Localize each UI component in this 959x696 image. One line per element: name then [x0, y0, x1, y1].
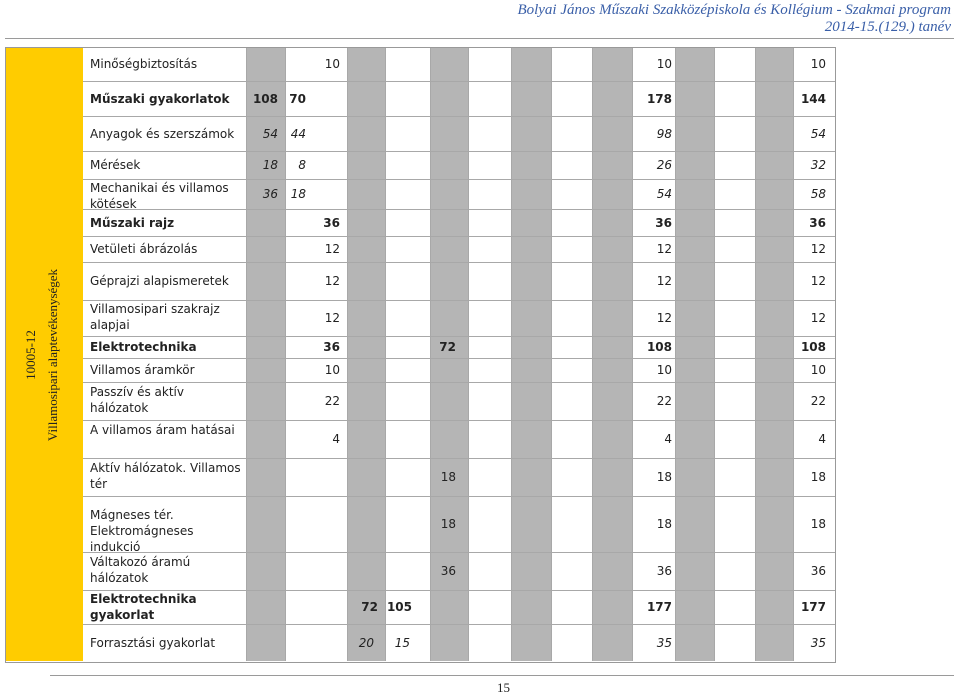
- cell-c3: 12: [324, 274, 340, 288]
- table-frame: [5, 47, 836, 663]
- row-label: Villamos áramkör: [90, 363, 195, 377]
- cell-c6: 178: [646, 91, 672, 106]
- cell-c4: 105: [386, 600, 412, 614]
- row-label: Géprajzi alapismeretek: [90, 274, 229, 288]
- cell-c7: 177: [800, 600, 826, 614]
- row-label: A villamos áram hatásai: [90, 423, 235, 437]
- cell-c6: 108: [646, 340, 672, 354]
- cell-c7: 36: [810, 564, 826, 578]
- row-label: Mágneses tér. Elektromágneses indukció: [90, 508, 194, 554]
- cell-c3: 20: [358, 635, 374, 650]
- row-label: Villamosipari szakrajz alapjai: [90, 302, 220, 332]
- cell-c4: 15: [394, 635, 410, 650]
- cell-c6: 36: [656, 564, 672, 578]
- cell-c6: 98: [656, 126, 672, 141]
- row-label: Aktív hálózatok. Villamos tér: [90, 461, 241, 491]
- row-label: Passzív és aktív hálózatok: [90, 385, 184, 415]
- module-code: 10005-12: [23, 330, 38, 380]
- cell-c1: 108: [252, 91, 278, 106]
- row-label: Anyagok és szerszámok: [90, 126, 235, 141]
- cell-c6: 36: [655, 215, 672, 230]
- cell-c7: 54: [810, 126, 826, 141]
- module-title: Villamosipari alaptevékenységek: [45, 268, 60, 442]
- cell-c6: 54: [656, 187, 672, 201]
- cell-c4: 72: [439, 340, 456, 354]
- row-label: Műszaki gyakorlatok: [90, 91, 230, 106]
- cell-c7: 22: [810, 394, 826, 408]
- cell-c6: 18: [656, 517, 672, 531]
- cell-c3: 4: [332, 432, 340, 446]
- cell-c3: 36: [323, 340, 340, 354]
- cell-c7: 144: [800, 91, 826, 106]
- header-divider: [5, 38, 954, 39]
- cell-c7: 12: [810, 242, 826, 256]
- cell-c6: 10: [656, 57, 672, 71]
- cell-c7: 4: [818, 432, 826, 446]
- cell-c7: 32: [810, 158, 826, 172]
- row-label: Minőségbiztosítás: [90, 57, 198, 71]
- cell-c7: 10: [810, 57, 826, 71]
- cell-c6: 26: [656, 158, 672, 172]
- cell-c3: 12: [324, 242, 340, 256]
- cell-c7: 10: [810, 363, 826, 377]
- cell-c7: 12: [810, 311, 826, 325]
- row-label: Elektrotechnika: [90, 340, 197, 354]
- cell-c7: 36: [809, 215, 826, 230]
- page-number: 15: [497, 680, 510, 695]
- row-label: Műszaki rajz: [90, 215, 175, 230]
- cell-c6: 4: [664, 432, 672, 446]
- cell-c7: 108: [800, 340, 826, 354]
- cell-c3: 36: [323, 215, 340, 230]
- cell-c7: 35: [810, 635, 826, 650]
- cell-c3: 10: [324, 363, 340, 377]
- cell-c7: 18: [810, 517, 826, 531]
- cell-c6: 12: [656, 274, 672, 288]
- cell-c2: 8: [298, 158, 306, 172]
- row-label: Váltakozó áramú hálózatok: [90, 555, 191, 585]
- cell-c6: 12: [656, 242, 672, 256]
- footer-divider: [50, 675, 954, 676]
- cell-c2: 70: [289, 91, 306, 106]
- cell-c4: 18: [440, 470, 456, 484]
- document-header-year: 2014-15.(129.) tanév: [824, 19, 951, 35]
- cell-c7: 58: [810, 187, 826, 201]
- cell-c1: 54: [262, 126, 278, 141]
- cell-c6: 35: [656, 635, 672, 650]
- cell-c3: 10: [324, 57, 340, 71]
- cell-c1: 36: [262, 187, 278, 201]
- cell-c7: 18: [810, 470, 826, 484]
- cell-c2: 44: [290, 126, 306, 141]
- cell-c1: 18: [262, 158, 278, 172]
- cell-c3: 72: [361, 600, 378, 614]
- cell-c6: 12: [656, 311, 672, 325]
- cell-c6: 22: [656, 394, 672, 408]
- cell-c3: 22: [324, 394, 340, 408]
- cell-c6: 18: [656, 470, 672, 484]
- cell-c6: 10: [656, 363, 672, 377]
- cell-c6: 177: [646, 600, 672, 614]
- cell-c4: 18: [440, 517, 456, 531]
- cell-c4: 36: [440, 564, 456, 578]
- row-label: Vetületi ábrázolás: [90, 242, 198, 256]
- document-header-title: Bolyai János Műszaki Szakközépiskola és Kollégium - Szakmai program: [517, 2, 951, 18]
- row-label: Forrasztási gyakorlat: [90, 635, 216, 650]
- cell-c3: 12: [324, 311, 340, 325]
- cell-c2: 18: [290, 187, 306, 201]
- cell-c7: 12: [810, 274, 826, 288]
- row-label: Mechanikai és villamos kötések: [90, 181, 229, 211]
- row-label: Mérések: [90, 158, 141, 172]
- row-label: Elektrotechnika gyakorlat: [90, 592, 197, 622]
